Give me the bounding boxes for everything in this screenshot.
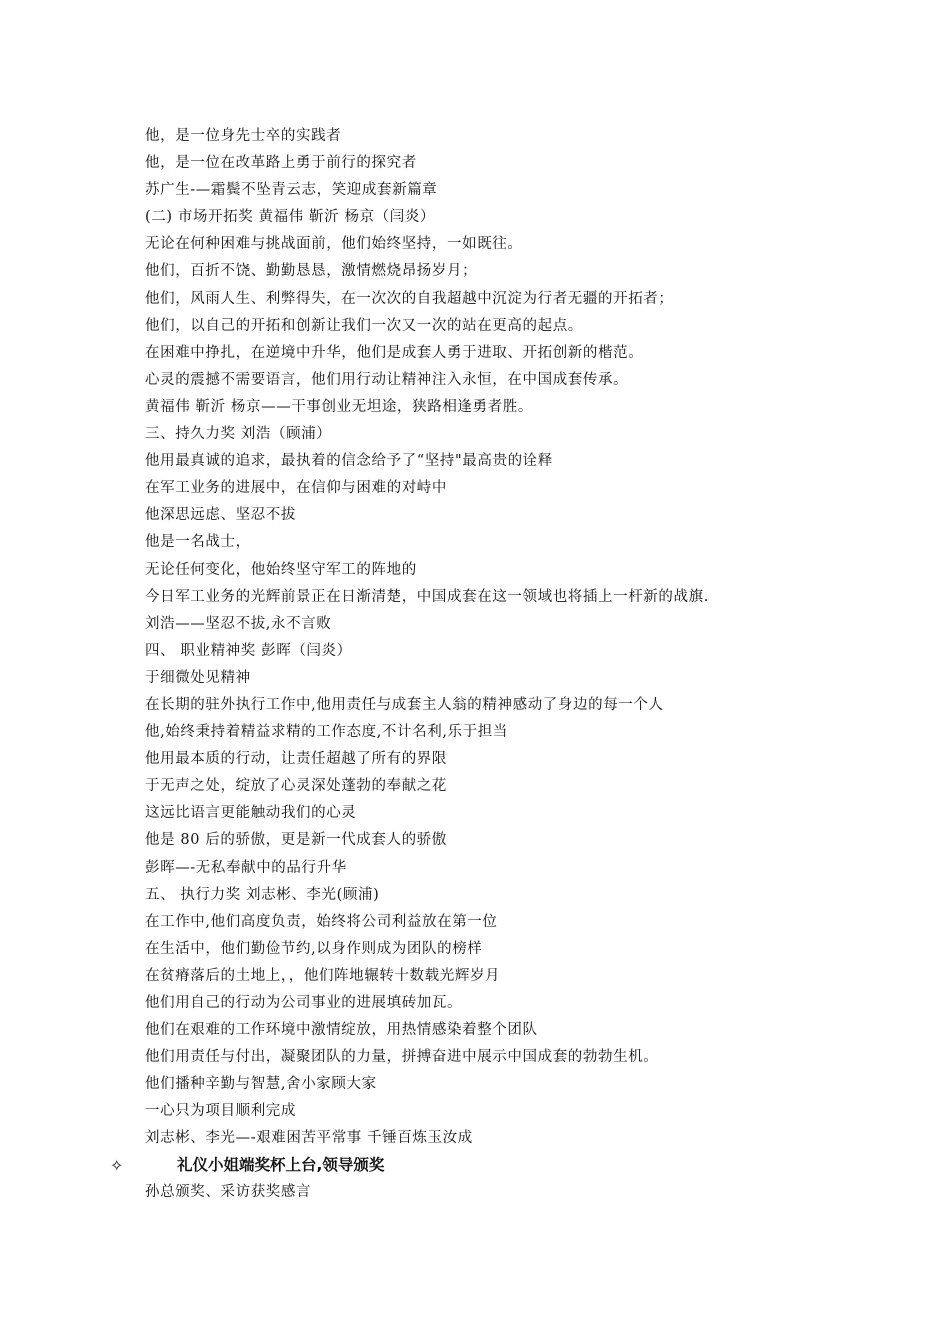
text-line: 他们，风雨人生、利弊得失，在一次次的自我超越中沉淀为行者无疆的开拓者；	[145, 290, 674, 307]
text-line: 他用最真诚的追求，最执着的信念给予了“坚持"最高贵的诠释	[145, 453, 553, 470]
text-line: 彭晖—-无私奉献中的品行升华	[145, 859, 347, 876]
text-line: 五、 执行力奖 刘志彬、李光(顾浦)	[145, 886, 380, 903]
text-line: 于细微处见精神	[145, 669, 251, 686]
document-body	[145, 123, 905, 1153]
text-line: 他是一名战士，	[145, 534, 251, 551]
text-line: 在军工业务的进展中，在信仰与困难的对峙中	[145, 480, 447, 497]
text-line: 无论任何变化，他始终坚守军工的阵地的	[145, 561, 417, 578]
four-point-star-icon: ✧	[110, 1155, 124, 1175]
text-line: 他，是一位在改革路上勇于前行的探究者	[145, 155, 417, 172]
text-line: 无论在何种困难与挑战面前，他们始终坚持，一如既往。	[145, 236, 523, 253]
text-line: 他们用责任与付出，凝聚团队的力量，拼搏奋进中展示中国成套的勃勃生机。	[145, 1049, 659, 1066]
text-line: 他,始终秉持着精益求精的工作态度,不计名利,乐于担当	[145, 724, 508, 741]
text-line: (二) 市场开拓奖 黄福伟 靳沂 杨京（闫炎）	[145, 209, 436, 226]
text-line: 在长期的驻外执行工作中,他用责任与成套主人翁的精神感动了身边的每一个人	[145, 696, 664, 713]
text-line: 他们，以自己的开拓和创新让我们一次又一次的站在更高的起点。	[145, 317, 583, 334]
text-line: 苏广生-—霜鬓不坠青云志，笑迎成套新篇章	[145, 182, 438, 199]
text-line: 他，是一位身先士卒的实践者	[145, 128, 342, 144]
text-line: 一心只为项目顺利完成	[145, 1103, 296, 1120]
text-line: 他们在艰难的工作环境中激情绽放，用热情感染着整个团队	[145, 1022, 538, 1039]
closing-line: 孙总颁奖、采访获奖感言	[145, 1184, 312, 1200]
text-line: 他是 80 后的骄傲，更是新一代成套人的骄傲	[145, 832, 447, 849]
text-line: 他们用自己的行动为公司事业的进展填砖加瓦。	[145, 995, 463, 1011]
text-line: 刘浩——坚忍不拔,永不言败	[145, 615, 332, 632]
text-line: 他们，百折不饶、勤勤恳恳，激情燃烧昂扬岁月；	[145, 263, 478, 280]
text-line: 在贫瘠落后的土地上，，他们阵地辗转十数载光辉岁月	[145, 967, 501, 984]
bullet-heading: 礼仪小姐端奖杯上台,领导颁奖	[177, 1156, 385, 1174]
text-line: 三、持久力奖 刘浩（顾浦）	[145, 426, 332, 443]
text-line: 刘志彬、李光—-艰难困苦平常事 千锤百炼玉汝成	[145, 1130, 473, 1147]
text-line: 他们播种辛勤与智慧,舍小家顾大家	[145, 1076, 377, 1093]
text-line: 四、 职业精神奖 彭晖（闫炎）	[145, 642, 352, 659]
text-line: 这远比语言更能触动我们的心灵	[145, 805, 357, 822]
text-line: 于无声之处，绽放了心灵深处蓬勃的奉献之花	[145, 778, 447, 795]
text-line: 黄福伟 靳沂 杨京——干事创业无坦途，狭路相逢勇者胜。	[145, 398, 533, 415]
text-line: 在生活中，他们勤俭节约,以身作则成为团队的榜样	[145, 940, 483, 957]
text-line: 他用最本质的行动，让责任超越了所有的界限	[145, 751, 447, 768]
text-line: 心灵的震撼不需要语言，他们用行动让精神注入永恒，在中国成套传承。	[145, 371, 629, 388]
text-line: 他深思远虑、坚忍不拔	[145, 507, 296, 524]
text-line: 在困难中挣扎，在逆境中升华，他们是成套人勇于进取、开拓创新的楷范。	[145, 344, 644, 361]
bullet-item	[110, 1151, 385, 1179]
text-line: 在工作中,他们高度负责，始终将公司利益放在第一位	[145, 913, 498, 930]
text-line: 今日军工业务的光辉前景正在日渐清楚，中国成套在这一领域也将插上一杆新的战旗.	[145, 588, 709, 605]
